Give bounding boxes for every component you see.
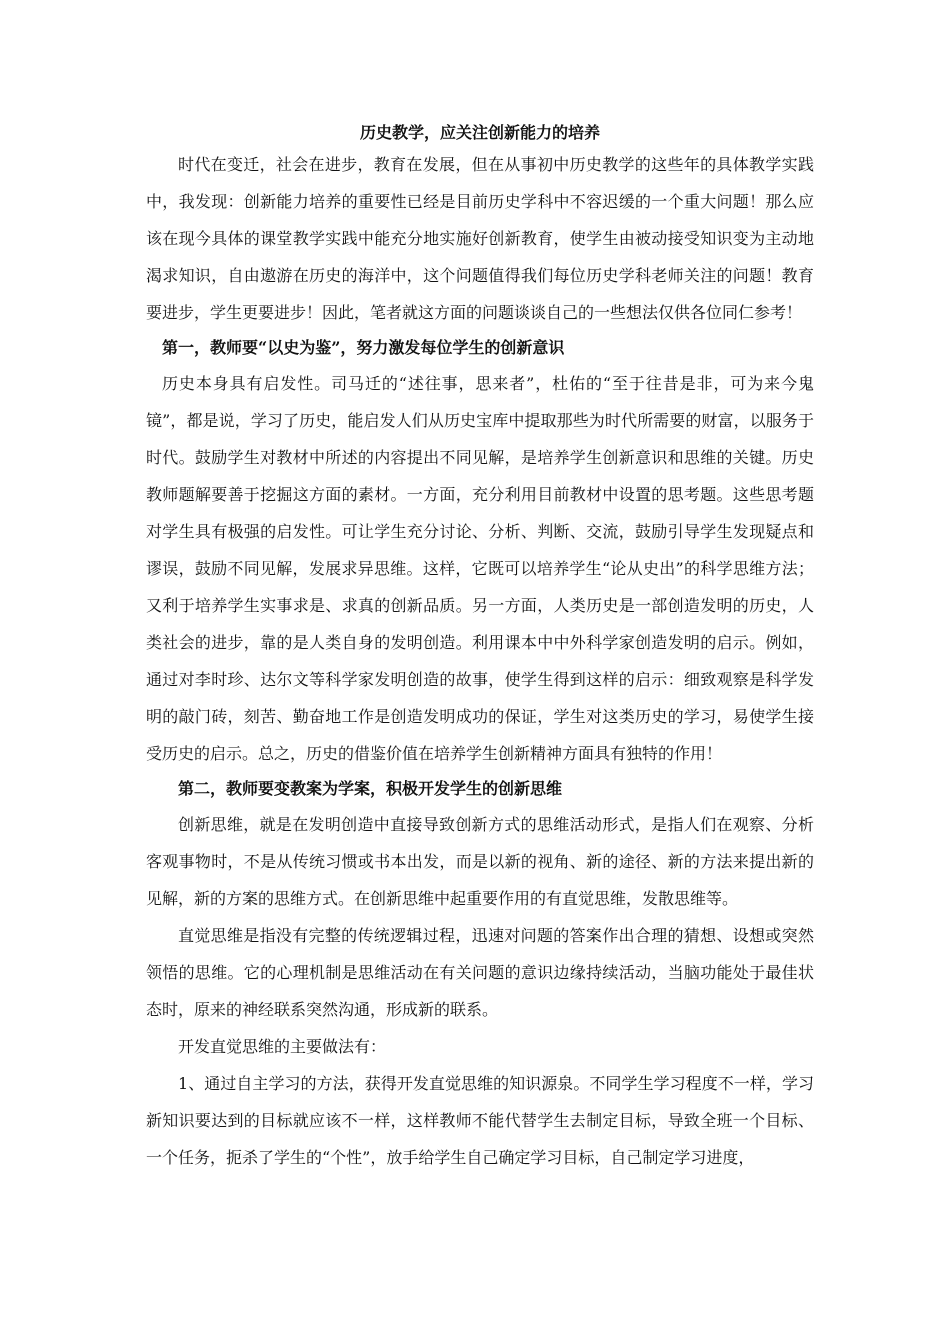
- section-2-paragraph-3: 开发直觉思维的主要做法有：: [178, 1037, 387, 1056]
- section-2-paragraph-4: 1、通过自主学习的方法，获得开发直觉思维的知识源泉。不同学生学习程度不一样，学习新知识要达到的目标就应该不一样，这样教师不能代替学生去制定目标，导致全班一个目标、一个任务，扼杀了学生的“个性”，放手给学生自己确定学习目标，自己制定学习进度，: [146, 1074, 814, 1167]
- section-1-paragraph: 历史本身具有启发性。司马迁的“述往事，思来者”，杜佑的“至于往昔是非，可为来今鬼镜”，都是说，学习了历史，能启发人们从历史宝库中提取那些为时代所需要的财富，以服务于时代。鼓励学生对教材中所述的内容提出不同见解，是培养学生创新意识和思维的关键。历史教师题解要善于挖掘这方面的素材。一方面，充分利用目前教材中设置的思考题。这些思考题对学生具有极强的启发性。可让学生充分讨论、分析、判断、交流，鼓励引导学生发现疑点和谬误，鼓励不同见解，发展求异思维。这样，它既可以培养学生“论从史出”的科学思维方法；又利于培养学生实事求是、求真的创新品质。另一方面，人类历史是一部创造发明的历史，人类社会的进步，靠的是人类自身的发明创造。利用课本中中外科学家创造发明的启示。例如，通过对李时珍、达尔文等科学家发明创造的故事，使学生得到这样的启示：细致观察是科学发明的敲门砖，刻苦、勤奋地工作是创造发明成功的保证，学生对这类历史的学习，易使学生接受历史的启示。总之，历史的借鉴价值在培养学生创新精神方面具有独特的作用！: [146, 374, 814, 763]
- section-heading-1: 第一，教师要“以史为鉴”，努力激发每位学生的创新意识: [162, 338, 565, 357]
- document-title: 历史教学，应关注创新能力的培养: [359, 123, 600, 142]
- section-2-paragraph-2: 直觉思维是指没有完整的传统逻辑过程，迅速对问题的答案作出合理的猜想、设想或突然领悟的思维。它的心理机制是思维活动在有关问题的意识边缘持续活动，当脑功能处于最佳状态时，原来的神经联系突然沟通，形成新的联系。: [146, 926, 814, 1019]
- section-heading-2: 第二，教师要变教案为学案，积极开发学生的创新思维: [178, 779, 563, 798]
- intro-paragraph: 时代在变迁，社会在进步，教育在发展，但在从事初中历史教学的这些年的具体教学实践中，我发现：创新能力培养的重要性已经是目前历史学科中不容迟缓的一个重大问题！那么应该在现今具体的课堂教学实践中能充分地实施好创新教育，使学生由被动接受知识变为主动地渴求知识，自由遨游在历史的海洋中，这个问题值得我们每位历史学科老师关注的问题！教育要进步，学生更要进步！因此，笔者就这方面的问题谈谈自己的一些想法仅供各位同仁参考！: [146, 155, 814, 322]
- document-page: [146, 120, 814, 1176]
- section-2-paragraph-1: 创新思维，就是在发明创造中直接导致创新方式的思维活动形式，是指人们在观察、分析客观事物时，不是从传统习惯或书本出发，而是以新的视角、新的途径、新的方法来提出新的见解，新的方案的思维方式。在创新思维中起重要作用的有直觉思维，发散思维等。: [146, 815, 814, 908]
